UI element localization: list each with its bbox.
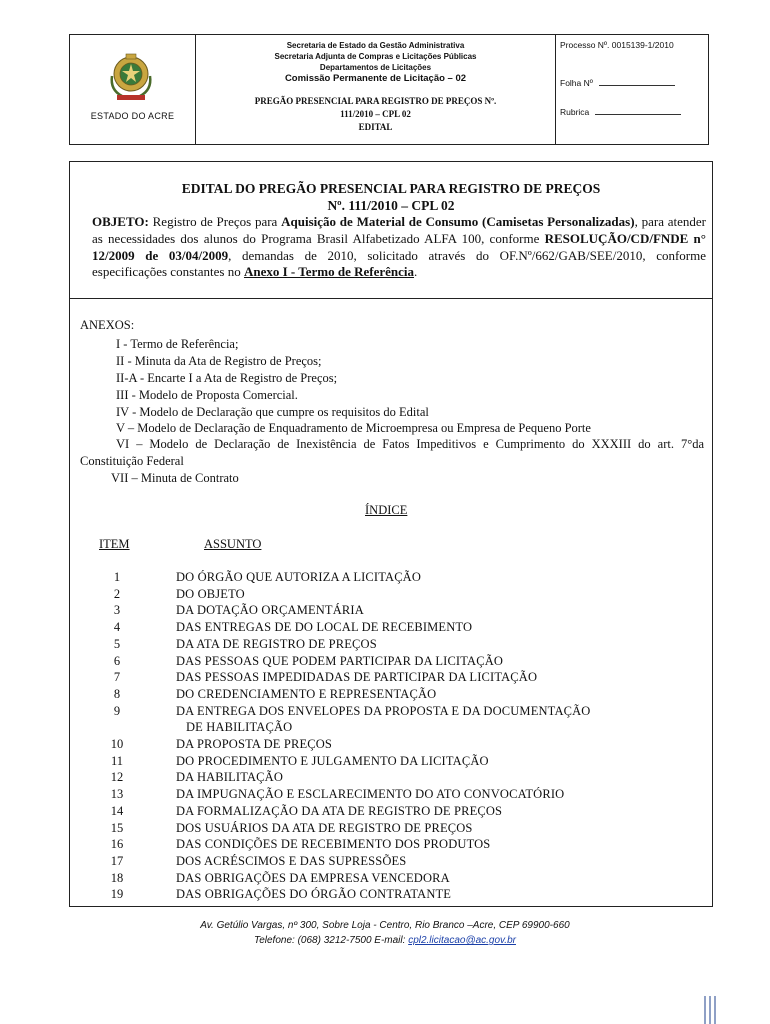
index-item-subject: DAS PESSOAS IMPEDIDADAS DE PARTICIPAR DA LICITAÇÃO	[176, 670, 538, 685]
index-item-number: 11	[110, 753, 124, 768]
pregao-line-3: EDITAL	[358, 122, 393, 132]
pregao-line-2: 111/2010 – CPL 02	[340, 109, 411, 119]
index-item-subject: DA PROPOSTA DE PREÇOS	[176, 737, 333, 751]
secretaria-adjunta: Secretaria Adjunta de Compras e Licitações Públicas	[274, 52, 477, 61]
footer-contact	[0, 935, 770, 946]
objeto-text-2: , para atender as necessidades dos alunos do Programa Brasil Alfabetizado ALFA 100, conforme	[92, 214, 706, 246]
objeto-bold-2: RESOLUÇÃO/CD/FNDE n° 12/2009 de 03/04/2009	[92, 230, 706, 263]
anexo-item: IV - Modelo de Declaração que cumpre os requisitos do Edital	[116, 405, 429, 419]
comissao: Comissão Permanente de Licitação – 02	[284, 73, 467, 84]
footer-phone: Telefone: (068) 3212-7500 E-mail:	[254, 935, 409, 946]
anexo-item: VII – Minuta de Contrato	[111, 471, 239, 485]
coat-of-arms-icon	[108, 52, 154, 102]
index-item-number: 5	[113, 636, 121, 651]
index-item-number: 16	[110, 837, 124, 852]
index-item-number: 6	[113, 653, 121, 668]
indice-heading: ÍNDICE	[365, 503, 408, 517]
index-item-subject: DA DOTAÇÃO ORÇAMENTÁRIA	[176, 603, 364, 618]
index-item-number: 4	[113, 620, 121, 635]
col-assunto-header: ASSUNTO	[204, 537, 262, 551]
estado-label: ESTADO DO ACRE	[90, 111, 175, 121]
anexo-item: VI – Modelo de Declaração de Inexistência de Fatos Impeditivos e Cumprimento do XXXIII do art. 7°da Constituição Federal	[80, 437, 704, 468]
index-item-number: 19	[110, 887, 124, 902]
index-item-number: 10	[110, 737, 124, 751]
index-item-number: 14	[110, 803, 124, 818]
index-item-subject: DO PROCEDIMENTO E JULGAMENTO DA LICITAÇÃO	[176, 753, 489, 768]
anexo-item: V – Modelo de Declaração de Enquadramento de Microempresa ou Empresa de Pequeno Porte	[116, 421, 591, 435]
index-item-subject-continued: DE HABILITAÇÃO	[186, 720, 293, 735]
rubrica-field	[560, 107, 681, 117]
anexo-item: II - Minuta da Ata de Registro de Preços;	[116, 354, 322, 368]
footer-address: Av. Getúlio Vargas, nº 300, Sobre Loja - Centro, Rio Branco –Acre, CEP 69900-660	[200, 920, 570, 931]
rubrica-blank	[595, 107, 681, 115]
index-item-subject: DA FORMALIZAÇÃO DA ATA DE REGISTRO DE PREÇOS	[176, 803, 503, 818]
index-item-subject: DAS OBRIGAÇÕES DO ÓRGÃO CONTRATANTE	[176, 887, 452, 902]
index-item-subject: DAS OBRIGAÇÕES DA EMPRESA VENCEDORA	[176, 870, 450, 885]
index-item-subject: DA ENTREGA DOS ENVELOPES DA PROPOSTA E DA DOCUMENTAÇÃO	[176, 703, 591, 718]
edital-title-line-2: Nº. 111/2010 – CPL 02	[327, 198, 455, 213]
index-item-subject: DOS USUÁRIOS DA ATA DE REGISTRO DE PREÇOS	[176, 820, 473, 835]
secretaria-name: Secretaria de Estado da Gestão Administrativa	[286, 41, 465, 50]
anexo-item: III - Modelo de Proposta Comercial.	[116, 388, 298, 402]
anexo-i-reference: Anexo I - Termo de Referência	[243, 264, 415, 280]
index-item-subject: DO OBJETO	[176, 586, 245, 601]
rubrica-label: Rubrica	[560, 107, 590, 117]
index-item-number: 7	[113, 670, 121, 685]
index-item-subject: DO CREDENCIAMENTO E REPRESENTAÇÃO	[176, 686, 437, 701]
folha-field	[560, 78, 675, 88]
objeto-label: OBJETO:	[92, 214, 149, 229]
index-item-subject: DA HABILITAÇÃO	[176, 770, 283, 785]
page-scroll-marker	[704, 996, 718, 1024]
objeto-paragraph	[92, 214, 706, 281]
index-item-subject: DO ÓRGÃO QUE AUTORIZA A LICITAÇÃO	[176, 570, 422, 584]
objeto-text-3: , demandas de 2010, solicitado através do OF.Nº/662/GAB/SEE/2010, conforme especificações constantes no	[92, 247, 707, 280]
index-item-number: 18	[110, 870, 124, 885]
index-item-subject: DAS ENTREGAS DE DO LOCAL DE RECEBIMENTO	[176, 620, 473, 635]
objeto-bold-1: Aquisição de Material de Consumo (Camisetas Personalizadas)	[281, 214, 635, 229]
footer-email-link[interactable]: cpl2.licitacao@ac.gov.br	[408, 935, 516, 946]
anexo-item: II-A - Encarte I a Ata de Registro de Preços;	[116, 371, 338, 385]
index-item-subject: DAS PESSOAS QUE PODEM PARTICIPAR DA LICITAÇÃO	[176, 653, 504, 668]
folha-label: Folha Nº	[560, 78, 593, 88]
index-item-subject: DA ATA DE REGISTRO DE PREÇOS	[176, 636, 377, 651]
folha-blank	[599, 78, 675, 86]
index-item-number: 9	[113, 703, 121, 718]
objeto-text-1: Registro de Preços para	[148, 214, 282, 229]
header-logo-cell	[70, 35, 196, 144]
index-item-subject: DA IMPUGNAÇÃO E ESCLARECIMENTO DO ATO CONVOCATÓRIO	[176, 787, 565, 802]
index-item-number: 17	[110, 853, 124, 868]
index-item-number: 12	[110, 770, 124, 785]
index-item-number: 1	[113, 570, 121, 584]
objeto-text-4: .	[414, 264, 418, 280]
anexo-item: I - Termo de Referência;	[116, 337, 239, 351]
col-item-header: ITEM	[99, 537, 130, 551]
departamento: Departamentos de Licitações	[319, 63, 432, 72]
index-item-number: 13	[110, 787, 124, 802]
section-divider	[69, 298, 713, 299]
index-item-subject: DOS ACRÉSCIMOS E DAS SUPRESSÕES	[176, 853, 407, 868]
processo-number: Processo Nº. 0015139-1/2010	[560, 40, 674, 50]
index-item-number: 3	[113, 603, 121, 618]
header-process-cell	[556, 35, 708, 144]
index-item-number: 2	[113, 586, 121, 601]
edital-title-line-1: EDITAL DO PREGÃO PRESENCIAL PARA REGISTRO DE PREÇOS	[181, 181, 601, 196]
pregao-line-1: PREGÃO PRESENCIAL PARA REGISTRO DE PREÇOS Nº.	[254, 96, 497, 106]
index-item-number: 8	[113, 686, 121, 701]
header-table	[69, 34, 709, 145]
anexos-heading: ANEXOS:	[80, 318, 135, 332]
header-title-cell	[196, 35, 556, 144]
index-item-number: 15	[110, 820, 124, 835]
index-item-subject: DAS CONDIÇÕES DE RECEBIMENTO DOS PRODUTOS	[176, 837, 491, 852]
